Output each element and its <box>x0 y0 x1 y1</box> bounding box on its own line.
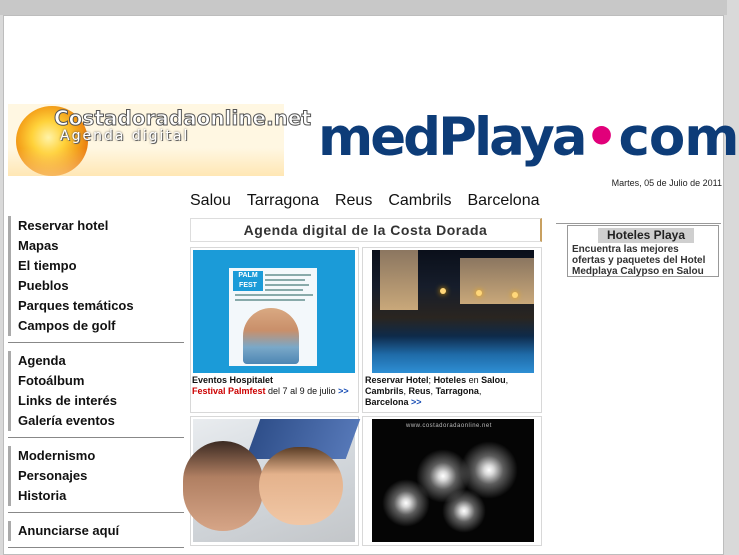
nav-item-personajes[interactable]: Personajes <box>18 468 88 483</box>
nav-item-galeria[interactable]: Galería eventos <box>18 413 115 428</box>
fireworks-image[interactable] <box>372 419 534 542</box>
hotel-more-link[interactable]: >> <box>411 397 422 407</box>
nav-item-agenda[interactable]: Agenda <box>18 353 66 368</box>
nav-item-links[interactable]: Links de interés <box>18 393 117 408</box>
festival-caption-title[interactable]: Eventos Hospitalet <box>192 375 274 385</box>
site-name: Costadoradaonline.net <box>54 106 312 130</box>
city-link-cambrils[interactable]: Cambrils <box>388 192 452 209</box>
browser-top-strip <box>0 0 727 15</box>
nav-group-ads <box>8 521 184 541</box>
event-card-hotel[interactable] <box>362 247 542 413</box>
medplaya-brand-suffix: com <box>618 107 739 168</box>
nav-item-parques[interactable]: Parques temáticos <box>18 298 134 313</box>
medplaya-brand-name: medPlaya <box>318 107 585 168</box>
nav-group-culture <box>8 446 184 506</box>
family-photo-image[interactable] <box>193 419 355 542</box>
city-reus-link[interactable]: Reus <box>408 386 431 396</box>
right-column-rule <box>556 223 721 224</box>
nav-group-agenda <box>8 351 184 431</box>
current-date: Martes, 05 de Julio de 2011 <box>611 178 722 188</box>
site-tagline: Agenda digital <box>60 128 190 144</box>
event-card-festival[interactable] <box>190 247 359 413</box>
city-nav <box>190 192 540 210</box>
nav-divider <box>8 512 184 513</box>
medplaya-logo[interactable] <box>318 108 739 168</box>
city-link-tarragona[interactable]: Tarragona <box>246 192 319 209</box>
city-link-reus[interactable]: Reus <box>334 192 373 209</box>
nav-group-services <box>8 216 184 336</box>
festival-more-link[interactable]: >> <box>338 386 349 396</box>
nav-item-anunciarse[interactable]: Anunciarse aquí <box>18 523 120 538</box>
promo-text[interactable]: Encuentra las mejores ofertas y paquetes del Hotel Medplaya Calypso en Salou <box>572 244 706 277</box>
festival-dates: del 7 al 9 de julio <box>265 386 339 396</box>
agenda-heading: Agenda digital de la Costa Dorada <box>190 218 542 242</box>
city-link-barcelona[interactable]: Barcelona <box>467 192 540 209</box>
hotel-booking-link[interactable]: Reservar Hotel <box>365 375 429 385</box>
festival-caption <box>192 375 349 397</box>
festival-poster-image[interactable] <box>193 250 355 373</box>
promo-title[interactable]: Hoteles Playa <box>598 228 694 243</box>
city-cambrils-link[interactable]: Cambrils <box>365 386 404 396</box>
nav-divider <box>8 342 184 343</box>
festival-name-link[interactable]: Festival Palmfest <box>192 386 266 396</box>
nav-item-el-tiempo[interactable]: El tiempo <box>18 258 77 273</box>
costadorada-logo[interactable] <box>8 104 312 176</box>
nav-item-pueblos[interactable]: Pueblos <box>18 278 69 293</box>
left-sidebar-nav <box>8 214 184 548</box>
nav-divider <box>8 437 184 438</box>
nav-item-reservar-hotel[interactable]: Reservar hotel <box>18 218 109 233</box>
event-card-family[interactable] <box>190 416 359 546</box>
city-link-salou[interactable]: Salou <box>190 192 231 209</box>
nav-divider <box>8 547 184 548</box>
event-card-fireworks[interactable] <box>362 416 542 546</box>
city-tarragona-link[interactable]: Tarragona <box>435 386 479 396</box>
brand-dot-icon: • <box>584 107 619 168</box>
watermark-url: www.costadoradaonline.net <box>406 423 492 429</box>
hotels-link[interactable]: Hoteles <box>433 375 467 385</box>
hotel-caption: Reservar Hotel; Hoteles en Salou, Cambrils, Reus, Tarragona, Barcelona >> <box>365 375 509 407</box>
nav-item-modernismo[interactable]: Modernismo <box>18 448 96 463</box>
nav-item-historia[interactable]: Historia <box>18 488 67 503</box>
nav-item-mapas[interactable]: Mapas <box>18 238 59 253</box>
poster-heading: PALM FEST <box>233 271 263 291</box>
city-salou-link[interactable]: Salou <box>481 375 506 385</box>
hoteles-playa-promo[interactable] <box>567 225 719 277</box>
nav-item-golf[interactable]: Campos de golf <box>18 318 116 333</box>
nav-item-fotoalbum[interactable]: Fotoálbum <box>18 373 85 388</box>
city-barcelona-link[interactable]: Barcelona <box>365 397 409 407</box>
hotel-pool-image[interactable] <box>372 250 534 373</box>
